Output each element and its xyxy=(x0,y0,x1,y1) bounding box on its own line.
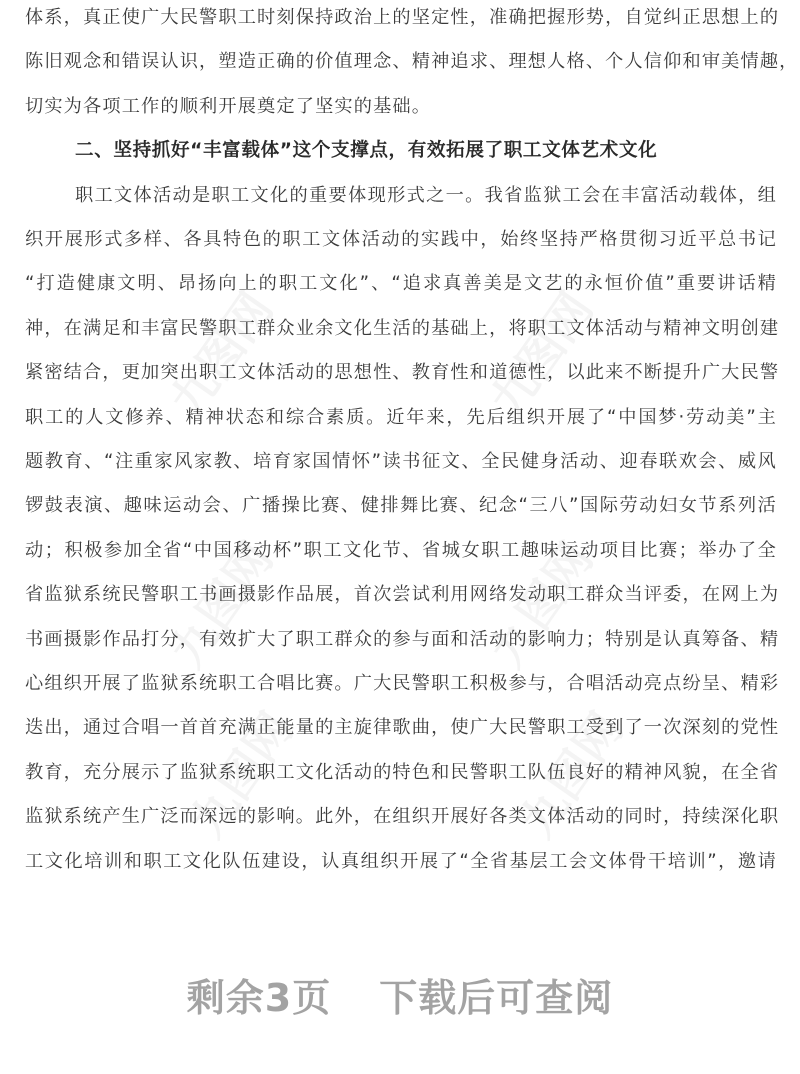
paragraph-line: 切实为各项工作的顺利开展奠定了坚实的基础。 xyxy=(25,95,432,117)
remaining-pages-label: 剩余3页 xyxy=(186,975,332,1020)
download-hint-label[interactable]: 下载后可查阅 xyxy=(379,975,614,1020)
paragraph-line: 陈旧观念和错误认识，塑造正确的价值理念、精神追求、理想人格、个人信仰和审美情趣， xyxy=(25,51,799,73)
watermark: 九图网 xyxy=(179,702,304,847)
paragraph-line: 题教育、“注重家风家教、培育家国情怀”读书征文、全民健身活动、迎春联欢会、威风 xyxy=(25,451,777,472)
paragraph-line: 动；积极参加全省“中国移动杯”职工文化节、省城女职工趣味运动项目比赛；举办了全 xyxy=(25,539,777,561)
watermark: 九图网 xyxy=(159,282,284,427)
paragraph-line: 工文化培训和职工文化队伍建设，认真组织开展了“全省基层工会文体骨干培训”，邀请 xyxy=(25,850,777,872)
paragraph-line: 体系，真正使广大民警职工时刻保持政治上的坚定性，准确把握形势，自觉纠正思想上的 xyxy=(25,7,780,28)
paragraph-line: 职工文体活动是职工文化的重要体现形式之一。我省监狱工会在丰富活动载体，组 xyxy=(75,184,777,206)
paragraph-line: 省监狱系统民警职工书画摄影作品展，首次尝试利用网络发动职工群众当评委，在网上为 xyxy=(25,584,780,606)
paragraph-line: 锣鼓表演、趣味运动会、广播操比赛、健排舞比赛、纪念“三八”国际劳动妇女节系列活 xyxy=(25,495,777,517)
paragraph-line: 织开展形式多样、各具特色的职工文体活动的实践中，始终坚持严格贯彻习近平总书记 xyxy=(25,229,777,250)
watermark: 九图网 xyxy=(159,532,284,677)
paragraph-line: “打造健康文明、昂扬向上的职工文化”、“追求真善美是文艺的永恒价值”重要讲话精 xyxy=(25,273,777,295)
paragraph-line: 书画摄影作品打分，有效扩大了职工群众的参与面和活动的影响力；特别是认真筹备、精 xyxy=(25,628,780,650)
paragraph-line: 紧密结合，更加突出职工文体活动的思想性、教育性和道德性，以此来不断提升广大民警 xyxy=(25,362,780,384)
section-heading: 二、坚持抓好“丰富载体”这个支撑点，有效拓展了职工文体艺术文化 xyxy=(75,140,658,162)
paragraph-line: 迭出，通过合唱一首首充满正能量的主旋律歌曲，使广大民警职工受到了一次深刻的党性 xyxy=(25,717,780,739)
watermark: 九图网 xyxy=(479,282,604,427)
paragraph-line: 教育，充分展示了监狱系统职工文化活动的特色和民警职工队伍良好的精神风貌，在全省 xyxy=(25,761,780,783)
paragraph-line: 监狱系统产生广泛而深远的影响。此外，在组织开展好各类文体活动的同时，持续深化职 xyxy=(25,806,780,828)
paragraph-line: 心组织开展了监狱系统职工合唱比赛。广大民警职工积极参与，合唱活动亮点纷呈、精彩 xyxy=(25,673,780,694)
paragraph-line: 职工的人文修养、精神状态和综合素质。近年来，先后组织开展了“中国梦·劳动美”主 xyxy=(25,406,777,428)
paragraph-line: 神，在满足和丰富民警职工群众业余文化生活的基础上，将职工文体活动与精神文明创建 xyxy=(25,317,780,339)
download-banner[interactable] xyxy=(0,966,800,1022)
watermark: 九图网 xyxy=(509,702,634,847)
watermark: 九图网 xyxy=(479,532,604,677)
